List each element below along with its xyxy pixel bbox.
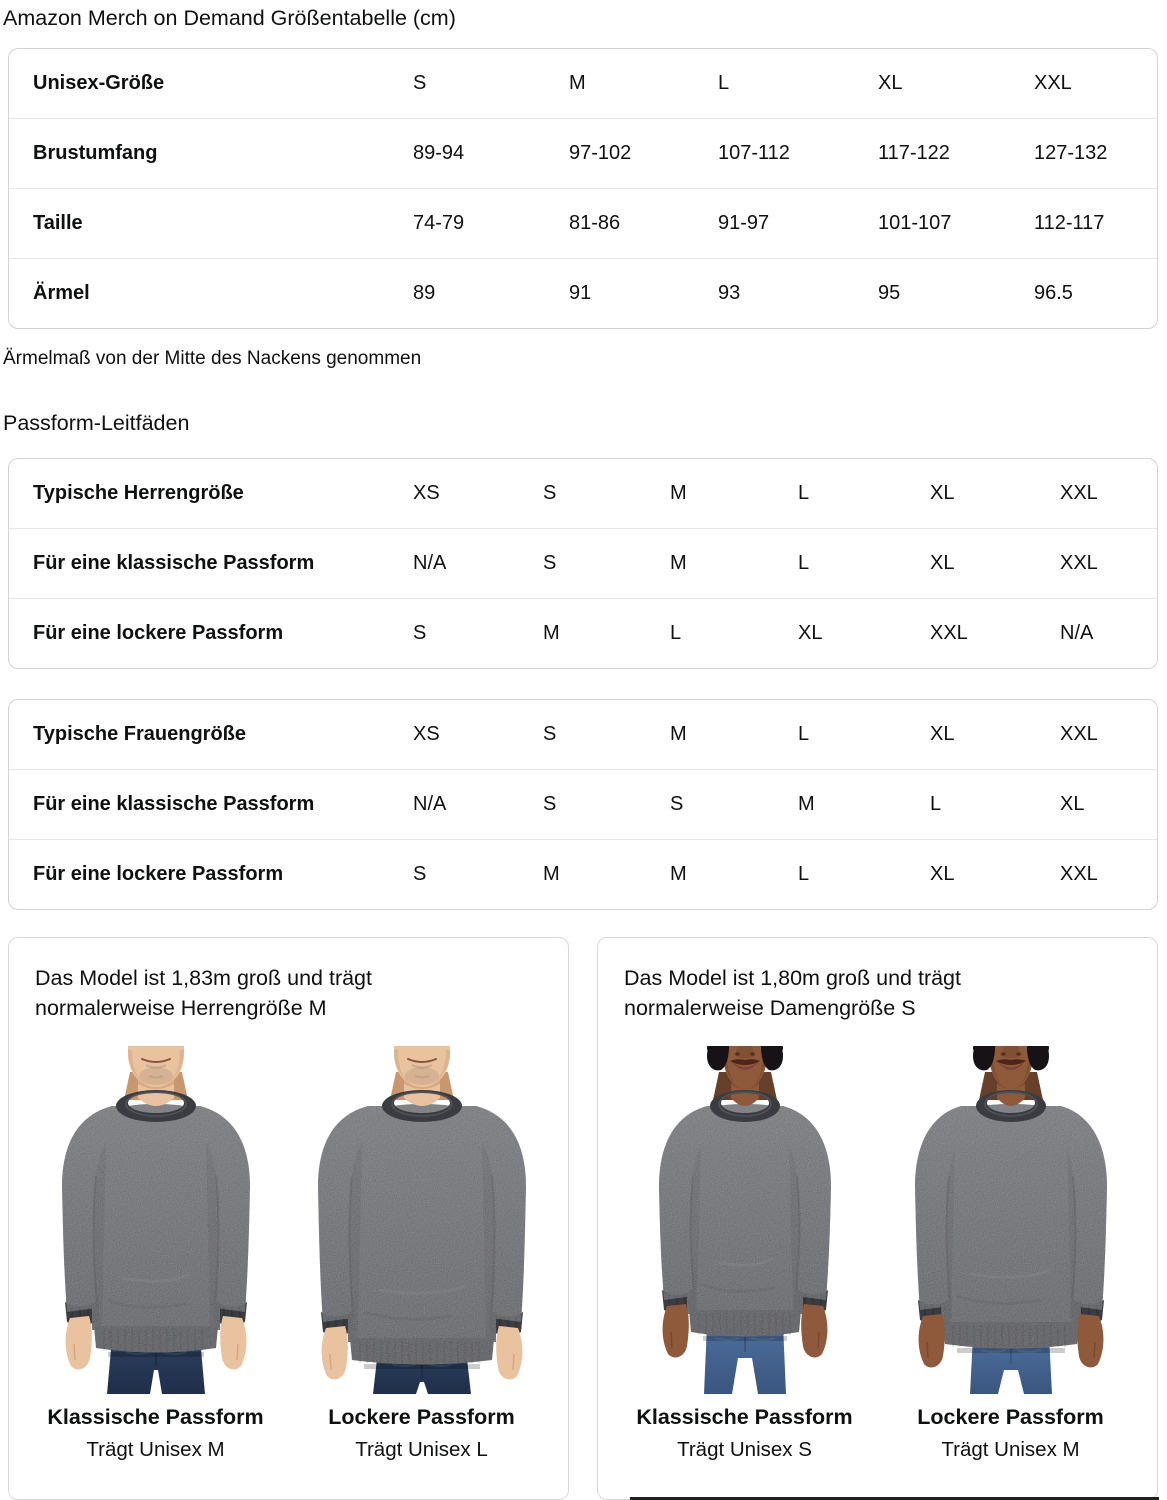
row-label: Taille (33, 212, 83, 234)
model-photo-classic-fit (36, 1046, 276, 1394)
fit-label: Lockere Passform (328, 1405, 515, 1429)
cell-value: N/A (1060, 622, 1094, 644)
model-cards (8, 937, 1158, 1500)
table-row (9, 598, 1157, 668)
row-label: Typische Frauengröße (33, 723, 247, 745)
cell-value: M (670, 723, 687, 745)
fit-label: Lockere Passform (917, 1405, 1104, 1429)
cell-value: L (718, 72, 730, 94)
cell-value: XS (413, 482, 440, 504)
table-row (9, 258, 1157, 328)
cell-value: N/A (413, 793, 447, 815)
model-card-men (8, 937, 569, 1500)
fit-table-women (8, 699, 1158, 910)
page-title: Amazon Merch on Demand Größentabelle (cm) (3, 6, 456, 30)
cell-value: 97-102 (569, 142, 632, 164)
cell-value: S (543, 482, 557, 504)
row-label: Ärmel (33, 282, 90, 304)
cell-value: M (569, 72, 586, 94)
fit-table-men (8, 458, 1158, 669)
photo-caption (625, 1404, 865, 1462)
size-label: Trägt Unisex M (86, 1438, 225, 1461)
sleeve-note: Ärmelmaß von der Mitte des Nackens genommen (3, 348, 422, 369)
fit-label: Klassische Passform (636, 1405, 853, 1429)
photo-captions (27, 1404, 550, 1462)
cell-value: XL (798, 622, 823, 644)
cell-value: XL (930, 552, 955, 574)
model-photo-loose-fit (891, 1046, 1131, 1394)
cell-value: S (413, 863, 427, 885)
cell-value: XL (1060, 793, 1085, 815)
model-description: Das Model ist 1,83m groß und trägt normalerweise Herrengröße M (35, 966, 372, 1020)
cell-value: XL (930, 723, 955, 745)
cell-value: S (543, 723, 557, 745)
model-photos (616, 1046, 1139, 1394)
cell-value: N/A (413, 552, 447, 574)
photo-captions (616, 1404, 1139, 1462)
row-label: Für eine lockere Passform (33, 863, 284, 885)
cell-value: 93 (718, 282, 741, 304)
cell-value: L (798, 863, 810, 885)
table-row (9, 188, 1157, 258)
photo-caption (891, 1404, 1131, 1462)
cell-value: 95 (878, 282, 901, 304)
table-row (9, 528, 1157, 598)
model-photo-loose-fit (302, 1046, 542, 1394)
row-label: Typische Herrengröße (33, 482, 244, 504)
size-label: Trägt Unisex S (677, 1438, 812, 1461)
cell-value: XXL (1060, 723, 1098, 745)
cell-value: 81-86 (569, 212, 621, 234)
cell-value: XL (930, 482, 955, 504)
cell-value: L (798, 482, 810, 504)
cell-value: L (798, 723, 810, 745)
photo-caption (302, 1404, 542, 1462)
row-label: Für eine lockere Passform (33, 622, 284, 644)
cell-value: 127-132 (1034, 142, 1108, 164)
row-label: Für eine klassische Passform (33, 793, 315, 815)
cell-value: M (670, 482, 687, 504)
size-table (8, 48, 1158, 329)
cell-value: XXL (930, 622, 968, 644)
cell-value: XL (878, 72, 903, 94)
cell-value: 74-79 (413, 212, 465, 234)
table-row (9, 700, 1157, 769)
cell-value: 89 (413, 282, 436, 304)
model-photo-classic-fit (625, 1046, 865, 1394)
cell-value: 91-97 (718, 212, 770, 234)
cell-value: S (543, 552, 557, 574)
table-row (9, 118, 1157, 188)
table-row (9, 459, 1157, 528)
cell-value: L (670, 622, 682, 644)
model-photos (27, 1046, 550, 1394)
cell-value: S (413, 72, 427, 94)
cell-value: 112-117 (1034, 212, 1105, 234)
row-label: Für eine klassische Passform (33, 552, 315, 574)
table-row (9, 839, 1157, 909)
table-row (9, 49, 1157, 118)
table-row (9, 769, 1157, 839)
cell-value: M (670, 863, 687, 885)
cell-value: XL (930, 863, 955, 885)
cell-value: S (543, 793, 557, 815)
cell-value: XXL (1060, 863, 1098, 885)
cell-value: 101-107 (878, 212, 952, 234)
cell-value: 91 (569, 282, 592, 304)
photo-caption (36, 1404, 276, 1462)
row-label: Brustumfang (33, 142, 158, 164)
size-label: Trägt Unisex L (355, 1438, 488, 1461)
row-label: Unisex-Größe (33, 72, 165, 94)
model-description: Das Model ist 1,80m groß und trägt normalerweise Damengröße S (624, 966, 961, 1020)
cell-value: M (543, 863, 560, 885)
cell-value: 89-94 (413, 142, 465, 164)
cell-value: S (670, 793, 684, 815)
cell-value: XXL (1060, 552, 1098, 574)
cell-value: 117-122 (878, 142, 950, 164)
cell-value: 107-112 (718, 142, 790, 164)
model-card-women (597, 937, 1158, 1500)
cell-value: S (413, 622, 427, 644)
cell-value: XXL (1034, 72, 1072, 94)
size-label: Trägt Unisex M (941, 1438, 1080, 1461)
fit-label: Klassische Passform (47, 1405, 264, 1429)
cell-value: XXL (1060, 482, 1098, 504)
cell-value: M (798, 793, 815, 815)
cell-value: 96.5 (1034, 282, 1073, 304)
cell-value: XS (413, 723, 440, 745)
cell-value: L (798, 552, 810, 574)
fit-section-title: Passform-Leitfäden (3, 411, 190, 435)
cell-value: M (543, 622, 560, 644)
cell-value: M (670, 552, 687, 574)
cell-value: L (930, 793, 942, 815)
